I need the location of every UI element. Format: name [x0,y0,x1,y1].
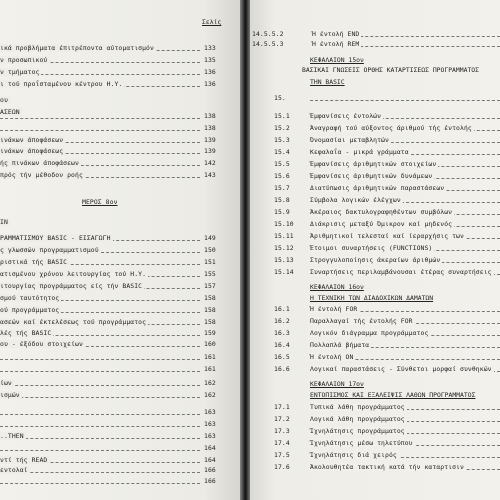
toc-entry [0,218,222,226]
toc-entry-title: ν προσωπικού [0,56,48,64]
toc-entry-title: ής πινάκων άποφάσεων [0,159,79,167]
leader-dots [0,414,200,415]
toc-entry [0,477,222,485]
toc-entry-number: 15.9 [274,208,290,216]
toc-entry-title: πρός τήν μέθοδον ροής [0,171,83,179]
toc-entry [250,160,500,168]
toc-entry-title: ικά προβλήματα έπιτρέποντα αύτοματισμόν [0,44,154,52]
toc-entry-number: 15.12 [274,244,294,252]
toc-entry-title: Κεφαλαΐα - μικρά γράμματα [310,148,409,156]
toc-entry-number: 15.5 [274,160,290,168]
toc-entry-title: Άριθμητικοί τελεσταί καί ίεραρχήσις των [310,232,464,240]
toc-entry [0,408,222,416]
toc-entry [0,136,222,144]
toc-entry-title: εντολαί [0,466,28,474]
toc-entry-page: 158 [204,318,216,326]
toc-entry-title: Λογικαί παραστάσεις - Σύνθετοι μορφαί συνθηκών [310,365,492,373]
toc-entry [0,340,222,348]
toc-entry-title: Έμφανίσεις έντολών [310,112,382,120]
toc-entry-number: 17.4 [274,439,290,447]
toc-entry-title: Έμφανίσεις άριθμητικών στοιχείων [310,160,437,168]
toc-entry-title: Διάκρισις μεταξύ Όμικρον καί μηδενός [310,220,453,228]
toc-entry-title: ασεών καί έκτελέσεως τού προγράμματος [0,318,147,326]
toc-entry-number: 16.4 [274,341,290,349]
toc-entry-title: Άκολουθητέα τακτική κατά τήν καταρτισιν [310,463,464,471]
toc-entry [250,136,500,144]
toc-entry [0,365,222,373]
toc-entry [0,420,222,428]
toc-entry-title: Συναρτήσεις περιλαμβάνουσαι έτέρας συναρτήσεις [310,268,492,276]
toc-entry-page: 133 [204,44,216,52]
toc-entry [250,353,500,361]
toc-entry-number: 16.5 [274,353,290,361]
right-page [250,0,500,500]
toc-entry [250,329,500,337]
chapter-heading: ΚΕΦΑΛΑΙΟΝ 16ον [310,283,364,291]
toc-entry [0,159,222,167]
leader-dots [0,426,200,427]
toc-entry-page: 161 [204,353,216,361]
toc-entry-number: 17.3 [274,427,290,435]
toc-entry [250,40,500,48]
chapter-heading: ΚΕΦΑΛΑΙΟΝ 15ον [310,56,364,64]
toc-entry-number: 15.10 [274,220,294,228]
leader-dots [350,46,500,47]
toc-entry [250,365,500,373]
toc-entry-number: 15.11 [274,232,294,240]
toc-entry-page: 155 [204,270,216,278]
toc-entry-title: ινάκων άποφάσεων [0,136,64,144]
toc-entry-number: 14.5.5.3 [252,40,284,48]
toc-entry-page: 157 [204,282,216,290]
toc-entry-title: ντί τής READ [0,456,48,464]
toc-entry [0,234,222,242]
toc-entry [250,148,500,156]
leader-dots [0,472,200,473]
toc-entry-page: 136 [204,68,216,76]
toc-entry [250,415,500,423]
toc-entry-title: Έμφανίσεις άριθμητικών δυνάμεων [310,172,433,180]
toc-entry-title: Άκέραιος δακτυλογραφηθέντων συμβόλων [310,208,453,216]
toc-entry-number: 15.2 [274,124,290,132]
chapter-title: ΤΗΝ BASIC [310,78,345,86]
toc-entry-number: 15.6 [274,172,290,180]
toc-entry-title: ιτουργίας προγράμματος είς τήν BASIC [0,282,143,290]
toc-entry [0,379,222,387]
toc-entry [250,232,500,240]
toc-entry-page: 158 [204,294,216,302]
toc-entry [250,184,500,192]
book-gutter [240,0,250,500]
toc-entry [250,112,500,120]
toc-entry-number: 15.7 [274,184,290,192]
toc-entry-page: 161 [204,365,216,373]
toc-entry [0,353,222,361]
toc-entry-title: Ή έντολή FOR [310,305,358,313]
toc-entry [0,246,222,254]
toc-entry [250,256,500,264]
toc-entry-page: 164 [204,456,216,464]
toc-entry-page: 139 [204,136,216,144]
toc-entry [0,258,222,266]
leader-dots [0,483,200,484]
toc-entry-title: Ή έντολή ON [310,353,354,361]
toc-entry [0,432,222,440]
toc-entry-title: Άναγραφή τού αύξοντος άριθμού τής έντολής [310,124,472,132]
toc-entry-page: 143 [204,171,216,179]
toc-entry-title: λές τής BASIC [0,329,52,337]
toc-entry [250,305,500,313]
toc-entry-page: 160 [204,340,216,348]
toc-entry-title: Σύμβολα λογικών έλέγχων [310,196,401,204]
toc-entry-title: Στρογγυλοποίησις άκεραίων άριθμών [310,256,441,264]
toc-entry-number: 15.13 [274,256,294,264]
toc-entry-page: 151 [204,258,216,266]
toc-entry-number: 16.1 [274,305,290,313]
toc-entry-number: 15.3 [274,136,290,144]
toc-entry-page: 138 [204,112,216,120]
toc-entry [0,294,222,302]
toc-entry [250,439,500,447]
toc-entry [0,171,222,179]
toc-entry [250,341,500,349]
toc-entry-number: 16.3 [274,329,290,337]
toc-entry [0,329,222,337]
toc-entry-number: 15.8 [274,196,290,204]
leader-dots [0,359,200,360]
toc-entry [0,68,222,76]
toc-entry-title: ινάκων άποφάσεως [0,147,64,155]
toc-entry-number: 17.5 [274,451,290,459]
leader-dots [0,130,200,131]
toc-entry [0,147,222,155]
toc-entry-page: 163 [204,432,216,440]
toc-entry [0,318,222,326]
toc-entry-page: 162 [204,391,216,399]
toc-entry [0,56,222,64]
toc-entry-title: Ή έντολή REM [312,40,360,48]
toc-entry-title: Έτοιμοι συναρτήσεις (FUNCTIONS) [310,244,433,252]
toc-entry-page: 166 [204,477,216,485]
leader-dots [0,371,200,372]
toc-entry-number: 15.14 [274,268,294,276]
toc-entry-title: ι τού προΐσταμένου κέντρου Η.Υ. [0,80,123,88]
leader-dots [310,100,500,101]
toc-entry [0,112,222,120]
toc-entry-title: ίων [0,379,12,387]
toc-entry-number: 14.5.5.2 [252,30,284,38]
toc-entry [250,196,500,204]
leader-dots [0,118,200,119]
toc-entry [250,403,500,411]
toc-entry [0,444,222,452]
toc-entry [250,427,500,435]
toc-entry [250,208,500,216]
toc-entry-number: 15. [274,94,286,102]
toc-entry-title: ν τμήματος [0,68,40,76]
toc-entry [250,463,500,471]
toc-entry-number: 17.6 [274,463,290,471]
toc-entry-title: Διατύπωσις άριθμητικών παραστάσεων [310,184,445,192]
leader-dots [0,438,200,439]
toc-entry-title: ΑΣΕΩΝ [0,108,20,116]
toc-entry-title: ου [0,96,8,104]
toc-entry-title: Πολλαπλά βήματα [310,341,370,349]
toc-entry [250,94,500,102]
toc-entry [250,268,500,276]
toc-entry-title: ΡΑΜΜΑΤΙΣΜΟΥ BASIC - ΕΙΣΑΓΩΓΗ [0,234,111,242]
toc-entry-title: ΙΝ [0,218,8,226]
toc-entry-page: 166 [204,466,216,474]
leader-dots [0,385,200,386]
toc-entry-title: Όνομασίαι μεταβλητών [310,136,389,144]
toc-entry [82,198,202,206]
toc-entry-number: 17.2 [274,415,290,423]
toc-entry-page: 158 [204,306,216,314]
toc-entry-title: Παραλλαγαί τής έντολής FOR [310,317,413,325]
chapter-heading: ΚΕΦΑΛΑΙΟΝ 17ον [310,380,364,388]
toc-entry-page: 142 [204,159,216,167]
toc-entry [250,244,500,252]
toc-entry-title: ού προγράμματος [0,306,60,314]
toc-entry [0,96,222,104]
toc-entry-page: 136 [204,80,216,88]
toc-entry [0,456,222,464]
toc-entry [0,80,222,88]
toc-entry [250,124,500,132]
leader-dots [0,450,200,451]
toc-entry [0,466,222,474]
toc-entry-number: 16.6 [274,365,290,373]
toc-entry-title: Λογικόν διάγραμμα προγράμματος [310,329,429,337]
toc-entry-page: 163 [204,420,216,428]
toc-entry-page: 163 [204,408,216,416]
part-heading: ΜΕΡΟΣ 8ον [82,198,118,206]
toc-entry [250,30,500,38]
toc-entry-page: 150 [204,246,216,254]
toc-entry-number: 17.1 [274,403,290,411]
toc-entry-title: ..ΤΗΕΝ [0,432,24,440]
toc-entry-title: Λογικά λάθη προγράμματος [310,415,405,423]
toc-entry [0,306,222,314]
toc-entry-title: Ίχνηλάτησις διά χειρός [310,451,397,459]
toc-entry-page: 135 [204,56,216,64]
toc-entry-page: 164 [204,444,216,452]
toc-entry-title: σμού ταυτότητος [0,294,60,302]
toc-entry [250,317,500,325]
chapter-title: ΕΝΤΟΠΙΣΜΟΣ ΚΑΙ ΕΞΑΛΕΙΨΙΣ ΛΑΘΩΝ ΠΡΟΓΡΑΜΜΑΤΟΣ [310,391,476,399]
chapter-title: ΒΑΣΙΚΑΙ ΓΝΩΣΕΙΣ ΟΡΘΗΣ ΚΑΤΑΡΤΙΣΕΩΣ ΠΡΟΓΡΑΜΜΑΤΟΣ [302,66,479,74]
toc-entry-page: 149 [204,234,216,242]
toc-entry-title: Ίχνηλάτησις μέσω τηλετύπου [310,439,413,447]
chapter-title: Η ΤΕΧΝΙΚΗ ΤΩΝ ΔΙΑΔΟΧΙΚΩΝ ΔΑΜΑΤΩΝ [310,294,434,302]
toc-entry-title: ριστικά τής BASIC [0,258,68,266]
toc-entry [0,270,222,278]
toc-entry [250,172,500,180]
toc-entry-title: ισμών [0,391,20,399]
toc-entry-page: 162 [204,379,216,387]
toc-entry [250,451,500,459]
toc-entry-title: Τυπικά λάθη προγράμματος [310,403,405,411]
toc-entry [0,124,222,132]
toc-entry-title: Ίχνηλάτησις προγράμματος [310,427,405,435]
toc-entry [250,220,500,228]
toc-entry-number: 16.2 [274,317,290,325]
toc-entry-title: ς γλωσσών προγραμματισμού [0,246,99,254]
toc-entry [0,282,222,290]
toc-entry [0,44,222,52]
toc-entry-title: ου - έξόδου στοιχείων [0,340,83,348]
toc-entry-number: 15.4 [274,148,290,156]
toc-entry-title: ατισμένου χρόνου λειτουργίας τού Η.Υ. [0,270,147,278]
toc-entry-page: 139 [204,147,216,155]
toc-entry [0,391,222,399]
leader-dots [350,36,500,37]
toc-entry-page: 138 [204,124,216,132]
toc-entry-number: 15.1 [274,112,290,120]
toc-entry-title: Ή έντολή END [312,30,360,38]
leader-dots [0,397,200,398]
left-column-header: Σελίς [202,18,222,26]
toc-entry-page: 159 [204,329,216,337]
left-page [0,0,240,500]
